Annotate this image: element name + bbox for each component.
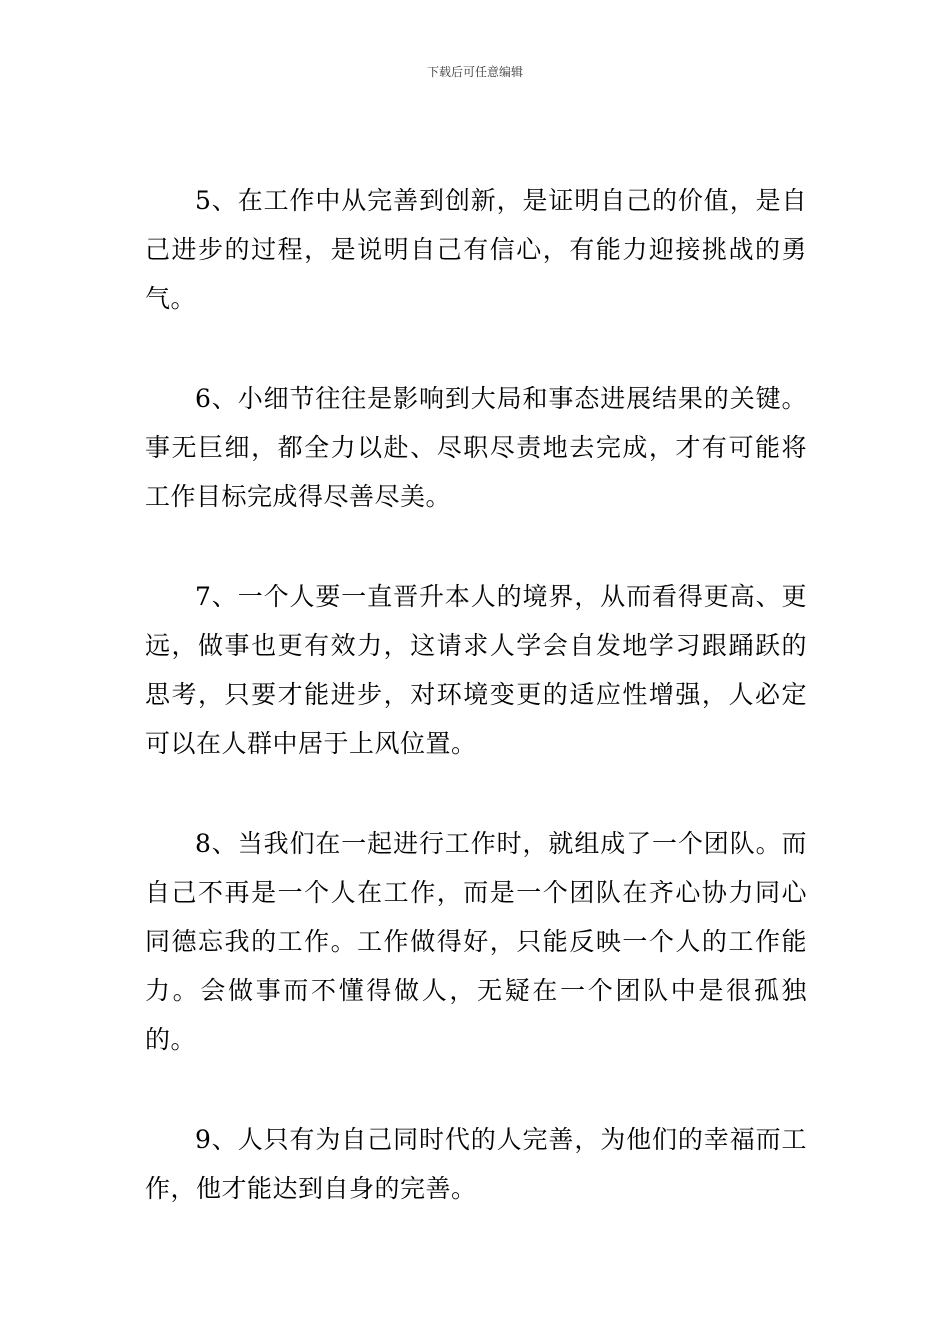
paragraph-9: 9、人只有为自己同时代的人完善，为他们的幸福而工作，他才能达到自身的完善。 [145,1125,807,1203]
paragraph-6: 6、小细节往往是影响到大局和事态进展结果的关键。事无巨细，都全力以赴、尽职尽责地去完成，才有可能将工作目标完成得尽善尽美。 [145,384,807,511]
paragraph-8: 8、当我们在一起进行工作时，就组成了一个团队。而自己不再是一个人在工作，而是一个团队在齐心协力同心同德忘我的工作。工作做得好，只能反映一个人的工作能力。会做事而不懂得做人，无疑在一个团队中是很孤独的。 [145,829,807,1054]
document-body [145,176,807,1264]
paragraph-5: 5、在工作中从完善到创新，是证明自己的价值，是自己进步的过程，是说明自己有信心，有能力迎接挑战的勇气。 [145,186,807,313]
page-header: 下载后可任意编辑 [426,65,523,79]
paragraph-7: 7、一个人要一直晋升本人的境界，从而看得更高、更远，做事也更有效力，这请求人学会自发地学习跟踊跃的思考，只要才能进步，对环境变更的适应性增强，人必定可以在人群中居于上风位置。 [145,582,807,758]
